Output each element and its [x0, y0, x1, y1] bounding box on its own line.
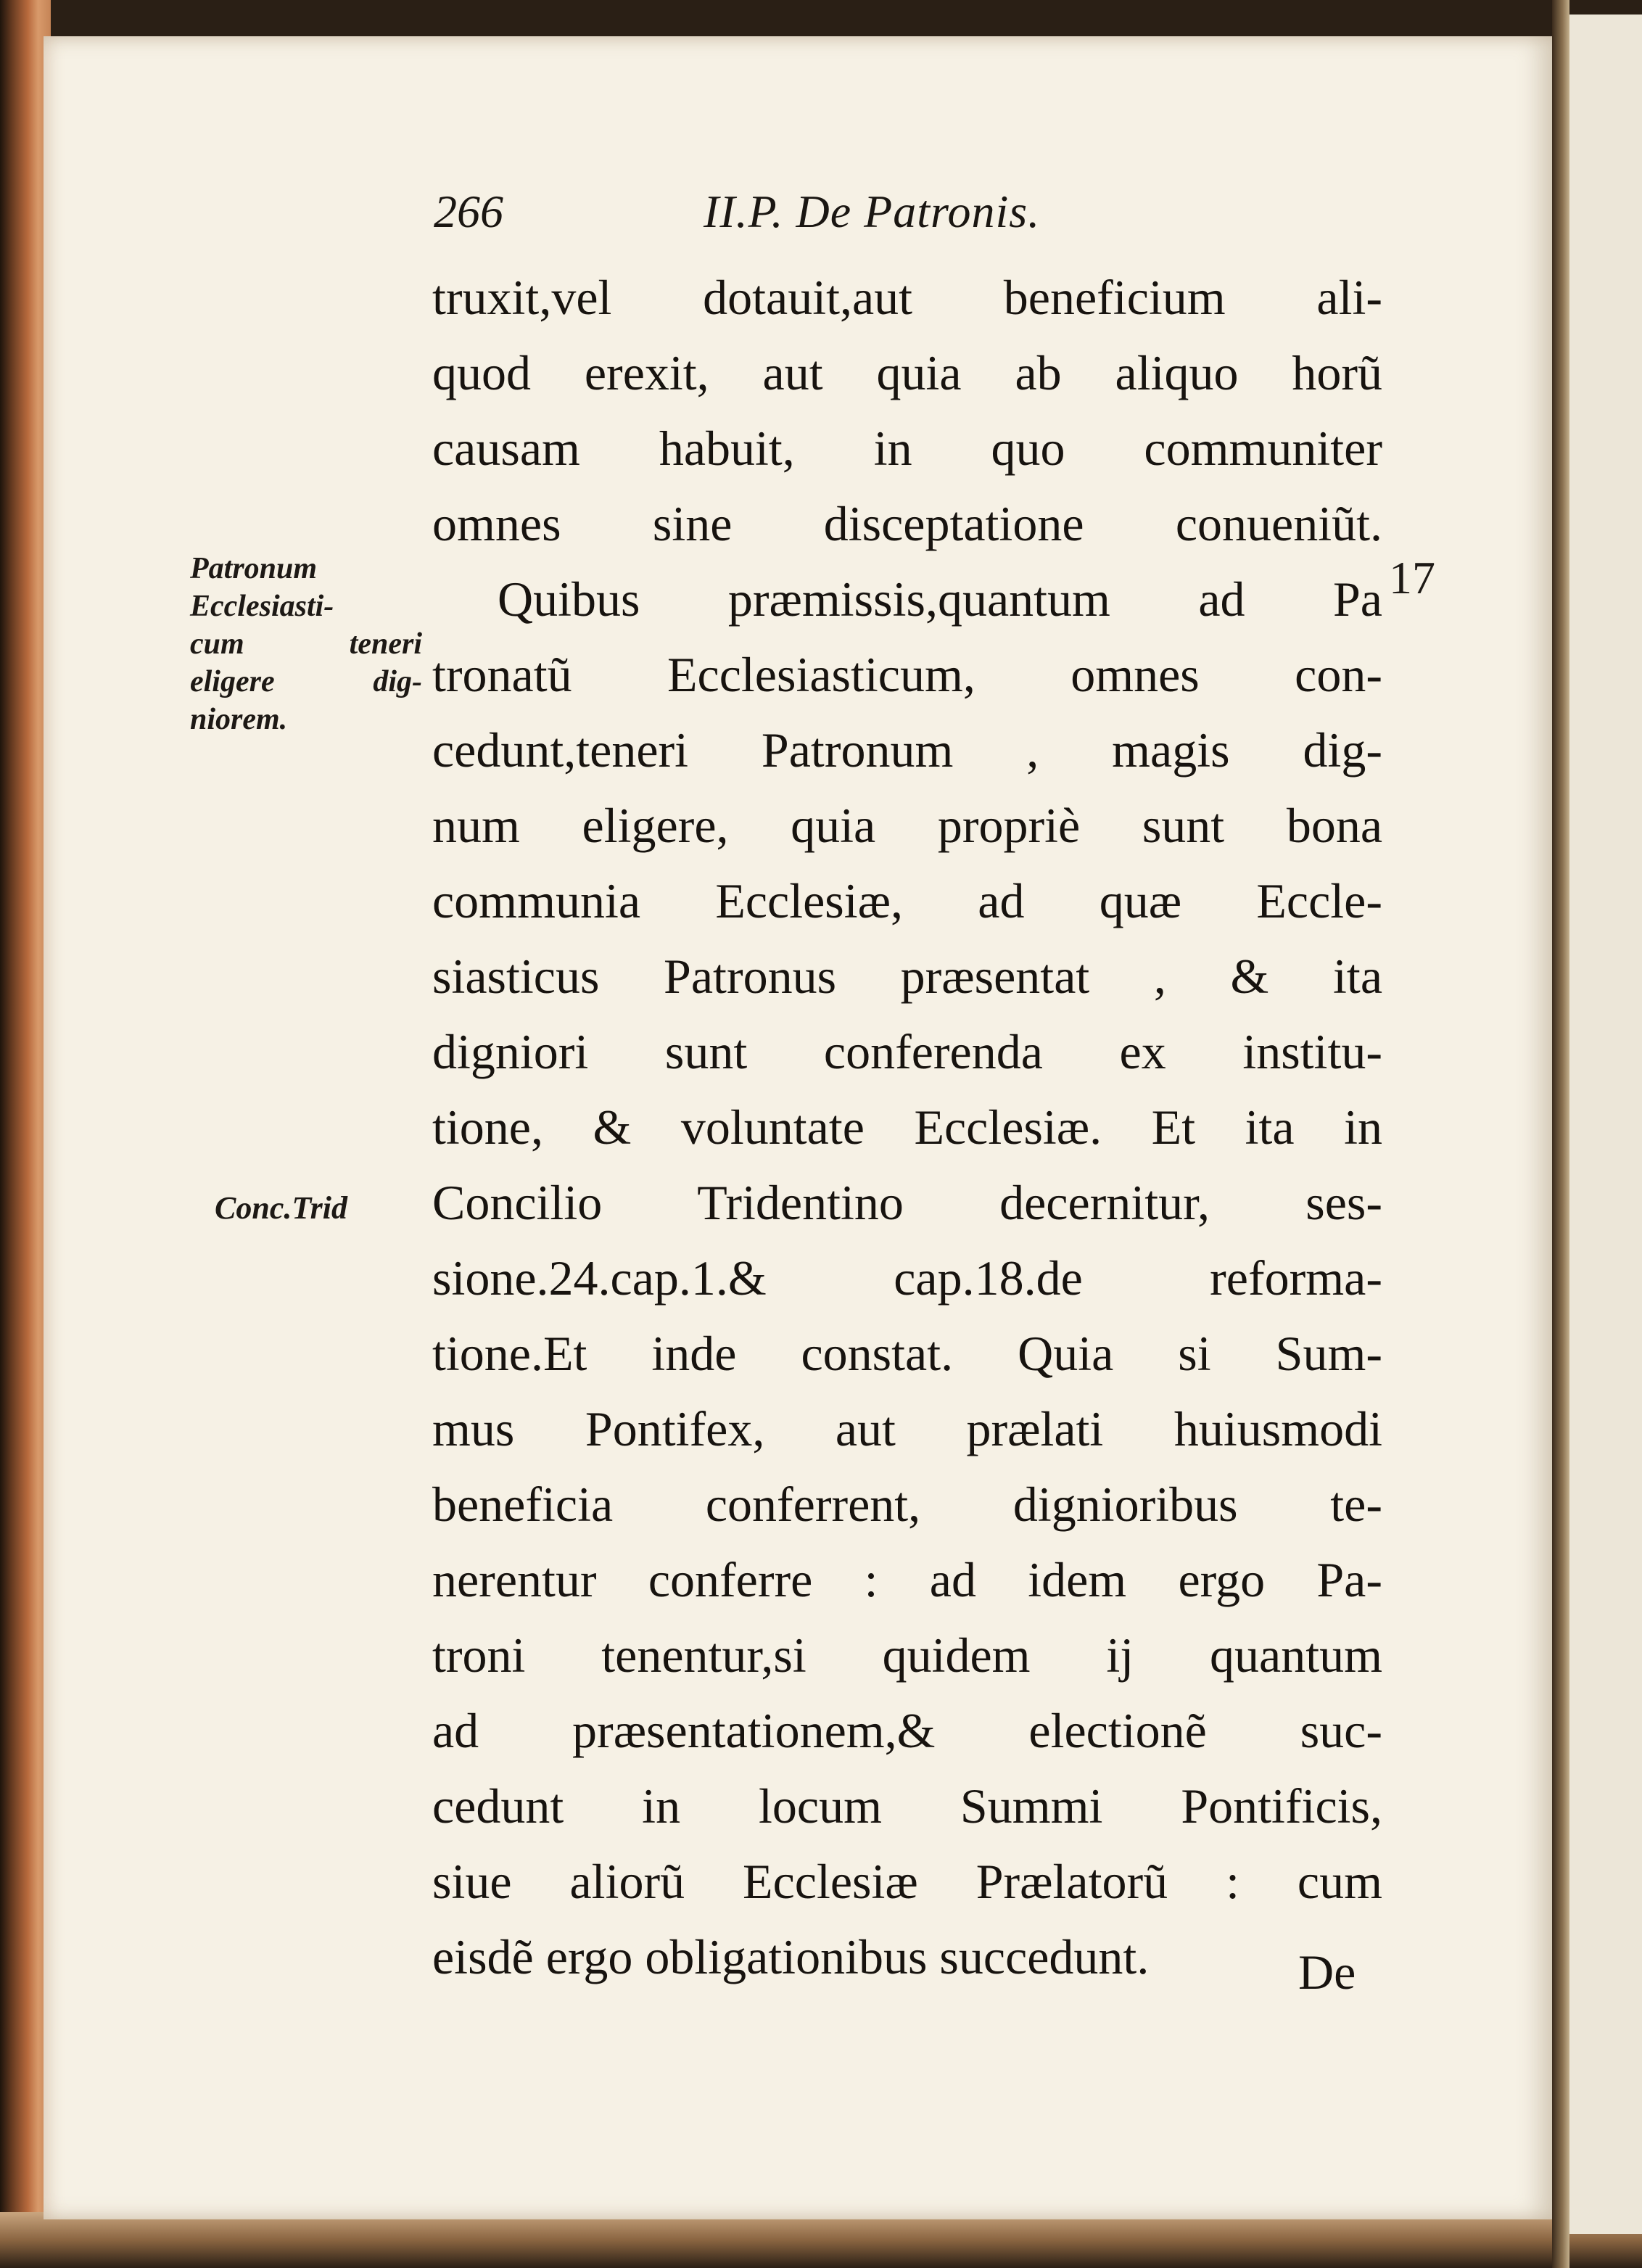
margin-note [190, 550, 422, 738]
text-line: cedunt,teneri Patronum , magis dig- [432, 722, 1382, 778]
body-text [432, 260, 1382, 1995]
section-number: 17 [1389, 552, 1435, 603]
text-line: truxit,vel dotauit,aut beneficium ali- [432, 270, 1382, 325]
text-line: communia Ecclesiæ, ad quæ Eccle- [432, 873, 1382, 928]
running-title: II.P. De Patronis. [704, 186, 1041, 237]
margin-reference: Conc.Trid [215, 1190, 347, 1226]
text-line: troni tenentur,si quidem ij quantum [432, 1628, 1382, 1683]
margin-note-line: Ecclesiasti- [190, 590, 334, 623]
text-line: nerentur conferre : ad idem ergo Pa- [432, 1552, 1382, 1607]
text-line: causam habuit, in quo communiter [432, 421, 1382, 476]
text-line: tronatũ Ecclesiasticum, omnes con- [432, 647, 1382, 702]
text-line: quod erexit, aut quia ab aliquo horũ [432, 345, 1382, 400]
text-line: mus Pontifex, aut prælati huiusmodi [432, 1401, 1382, 1456]
text-line: num eligere, quia propriè sunt bona [432, 798, 1382, 853]
text-line: omnes sine disceptatione conueniũt. [432, 496, 1382, 551]
catchword: De [1298, 1945, 1356, 2000]
text-line: eisdẽ ergo obligationibus succedunt. [432, 1929, 1150, 1984]
text-line: sione.24.cap.1.& cap.18.de reforma- [432, 1250, 1382, 1306]
margin-note-line: eligere dig- [190, 665, 422, 698]
text-line: siasticus Patronus præsentat , & ita [432, 949, 1382, 1004]
margin-note-line: Patronum [190, 552, 318, 585]
text-line: Quibus præmissis,quantum ad Pa [498, 572, 1382, 627]
page-number: 266 [434, 186, 503, 237]
text-line: beneficia conferrent, dignioribus te- [432, 1477, 1382, 1532]
text-line: Concilio Tridentino decernitur, ses- [432, 1175, 1382, 1230]
margin-note-line: cum teneri [190, 627, 422, 661]
margin-note-line: niorem. [190, 703, 288, 736]
text-line: siue aliorũ Ecclesiæ Prælatorũ : cum [432, 1854, 1382, 1909]
text-line: tione.Et inde constat. Quia si Sum- [432, 1326, 1382, 1381]
text-line: tione, & voluntate Ecclesiæ. Et ita in [432, 1100, 1382, 1155]
text-line: cedunt in locum Summi Pontificis, [432, 1778, 1382, 1834]
facing-page [1569, 15, 1642, 2234]
book-edge-bottom [0, 2212, 1642, 2268]
book-gutter [1552, 0, 1569, 2268]
text-line: digniori sunt conferenda ex institu- [432, 1024, 1382, 1079]
text-line: ad præsentationem,& electionẽ suc- [432, 1703, 1382, 1758]
